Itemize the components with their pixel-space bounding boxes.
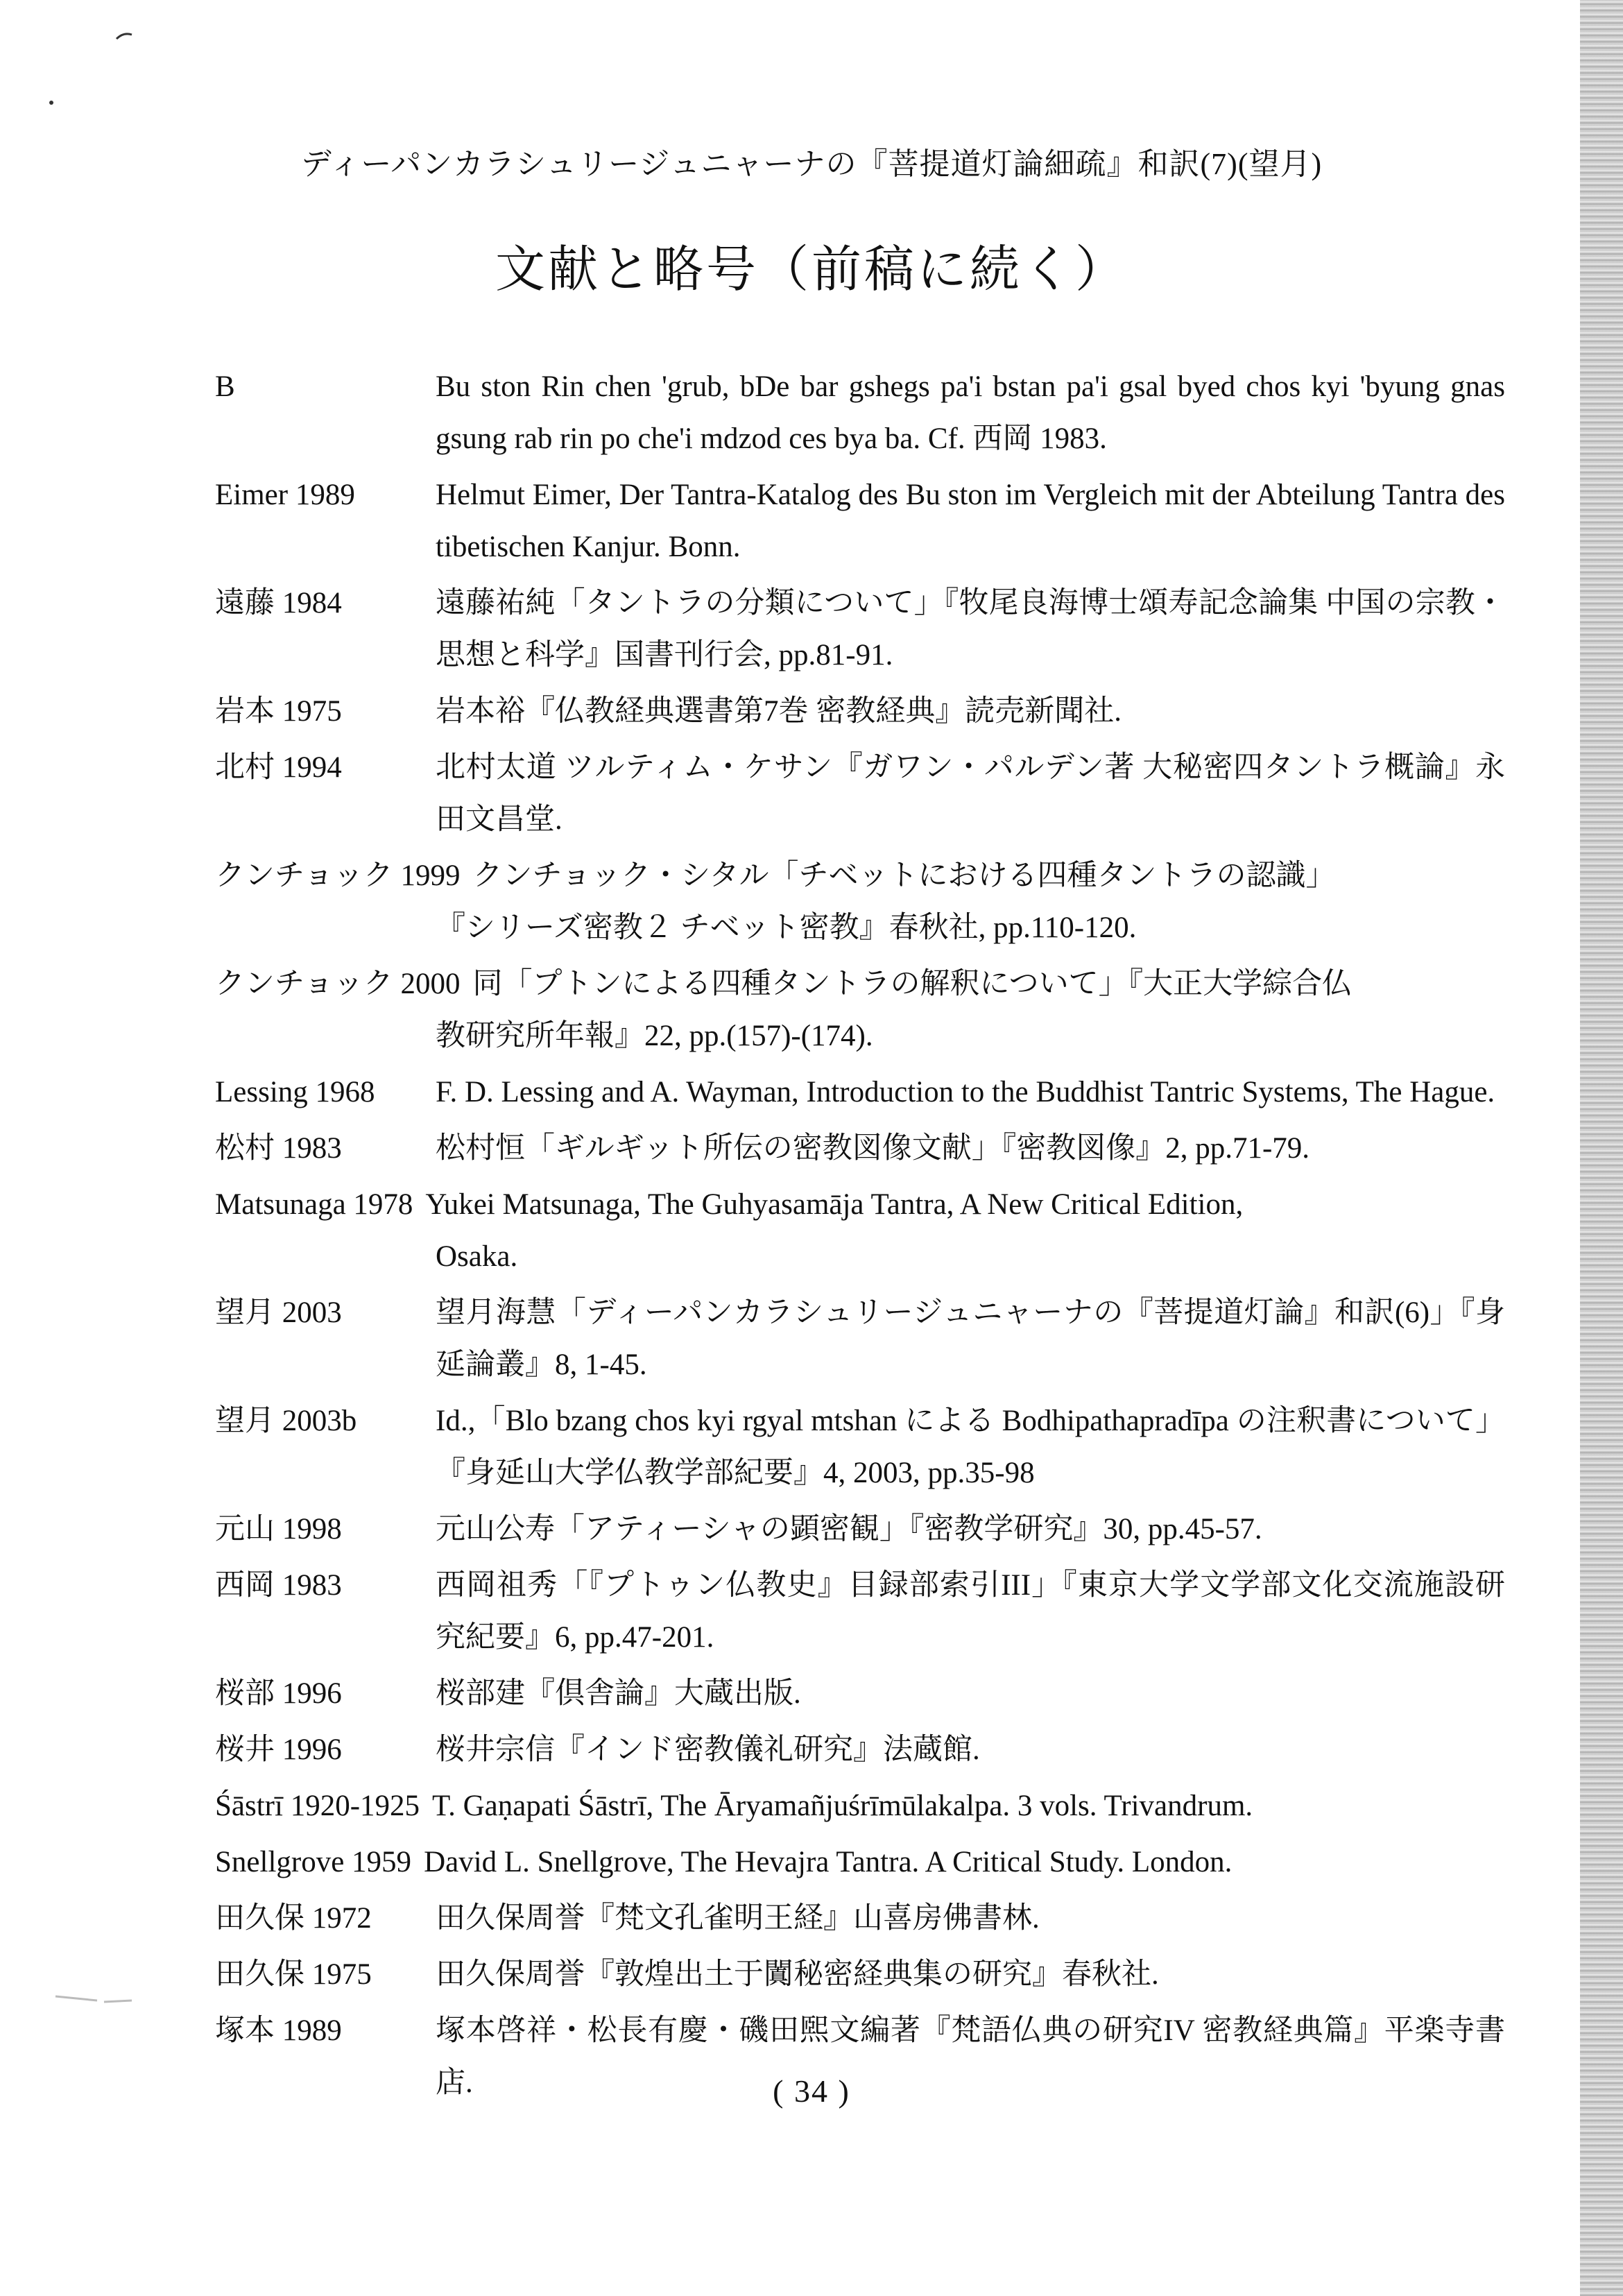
reference-text: 同「プトンによる四種タントラの解釈について」『大正大学綜合仏 [472,968,1352,1000]
reference-key: 桜井 1996 [215,1733,342,1766]
reference-text: Yukei Matsunaga, The Guhyasamāja Tantra, A New Critical Edition, [425,1188,1244,1221]
reference-text: 桜井宗信『インド密教儀礼研究』法蔵館. [436,1733,980,1766]
reference-text: Id.,「Blo bzang chos kyi rgyal mtshan による Bodhipathapradīpa の注釈書について」『身延山大学仏教学部紀要』4, 2003, pp.35-98 [436,1405,1505,1489]
reference-key: 塚本 1989 [215,2014,342,2047]
reference-text: 松村恒「ギルギット所伝の密教図像文献」『密教図像』2, pp.71-79. [436,1132,1310,1165]
reference-key: 北村 1994 [215,751,342,784]
reference-text: 塚本啓祥・松長有慶・磯田煕文編著『梵語仏典の研究IV 密教経典篇』平楽寺書店. [436,2014,1505,2099]
reference-text-continuation: Osaka. [436,1240,518,1273]
reference-text: Helmut Eimer, Der Tantra-Katalog des Bu ston im Vergleich mit der Abteilung Tantra des tibetischen Kanjur. Bonn. [436,479,1505,563]
reference-text: 遠藤祐純「タントラの分類について」『牧尾良海博士頌寿記念論集 中国の宗教・思想と科学』国書刊行会, pp.81-91. [436,587,1505,671]
reference-entry [215,1668,1505,1720]
reference-text-continuation: 教研究所年報』22, pp.(157)-(174). [436,1020,873,1052]
reference-key: 松村 1983 [215,1132,342,1165]
reference-text: 北村太道 ツルティム・ケサン『ガワン・パルデン著 大秘密四タントラ概論』永田文昌堂. [436,751,1505,836]
reference-text: Bu ston Rin chen 'grub, bDe bar gshegs pa'i bstan pa'i gsal byed chos kyi 'byung gnas gsung rab rin po che'i mdzod ces bya ba. Cf. 西岡 1983. [436,370,1505,455]
reference-text: 西岡祖秀「『プトゥン仏教史』目録部索引III」『東京大学文学部文化交流施設研究紀要』6, pp.47-201. [436,1569,1505,1654]
reference-key: Matsunaga 1978 [215,1188,413,1221]
reference-entry [215,1122,1505,1174]
reference-text: クンチョック・シタル「チベットにおける四種タントラの認識」 [472,859,1336,892]
reference-key: 遠藤 1984 [215,587,342,619]
reference-text: 田久保周誉『梵文孔雀明王経』山喜房佛書林. [436,1902,1040,1935]
reference-text: 桜部建『倶舎論』大蔵出版. [436,1677,801,1710]
reference-key: 西岡 1983 [215,1569,342,1602]
reference-entry [215,469,1505,573]
reference-entry [215,1287,1505,1391]
reference-key: 元山 1998 [215,1513,342,1545]
reference-text: 元山公寿「アティーシャの顕密観」『密教学研究』30, pp.45-57. [436,1513,1262,1545]
reference-key: Lessing 1968 [215,1076,375,1108]
reference-text: T. Gaṇapati Śāstrī, The Āryamañjuśrīmūlakalpa. 3 vols. Trivandrum. [432,1790,1253,1822]
reference-key: 望月 2003b [215,1405,357,1437]
reference-entry [215,1892,1505,1944]
reference-key: 田久保 1972 [215,1902,372,1935]
reference-entry [215,1836,1505,1888]
reference-entry [215,958,1505,1062]
reference-entry [215,1503,1505,1555]
reference-key: 桜部 1996 [215,1677,342,1710]
page-number: ( 34 ) [773,2073,850,2109]
reference-key: 望月 2003 [215,1296,342,1329]
reference-key: Śāstrī 1920-1925 [215,1790,420,1822]
reference-key: 田久保 1975 [215,1958,372,1991]
reference-text: David L. Snellgrove, The Hevajra Tantra. A Critical Study. London. [424,1846,1233,1878]
reference-entry [215,1780,1505,1832]
reference-entry [215,361,1505,465]
page-title: 文献と略号（前稿に続く） [495,242,1128,298]
running-head: ディーパンカラシュリージュニャーナの『菩提道灯論細疏』和訳(7)(望月) [300,147,1323,181]
reference-entry [215,685,1505,737]
reference-key: クンチョック 2000 [215,968,461,1000]
reference-list [215,361,1505,2113]
reference-entry [215,1066,1505,1118]
reference-entry [215,742,1505,846]
reference-text-continuation: 『シリーズ密教２ チベット密教』春秋社, pp.110-120. [436,911,1137,944]
reference-entry [215,850,1505,954]
reference-entry [215,1724,1505,1776]
reference-text: 岩本裕『仏教経典選書第7巻 密教経典』読売新聞社. [436,695,1122,728]
reference-entry [215,1948,1505,2001]
reference-text: 望月海慧「ディーパンカラシュリージュニャーナの『菩提道灯論』和訳(6)」『身延論叢』8, 1-45. [436,1296,1505,1381]
reference-key: Snellgrove 1959 [215,1846,412,1878]
reference-text: F. D. Lessing and A. Wayman, Introduction to the Buddhist Tantric Systems, The Hague. [436,1076,1495,1108]
reference-entry [215,1395,1505,1499]
reference-entry [215,1559,1505,1663]
reference-entry [215,577,1505,681]
reference-text: 田久保周誉『敦煌出土于闐秘密経典集の研究』春秋社. [436,1958,1159,1991]
reference-key: 岩本 1975 [215,695,342,728]
reference-key: Eimer 1989 [215,479,355,511]
scan-edge-shadow [1580,0,1623,2296]
reference-key: B [215,370,235,403]
reference-entry [215,1179,1505,1283]
reference-key: クンチョック 1999 [215,859,461,892]
